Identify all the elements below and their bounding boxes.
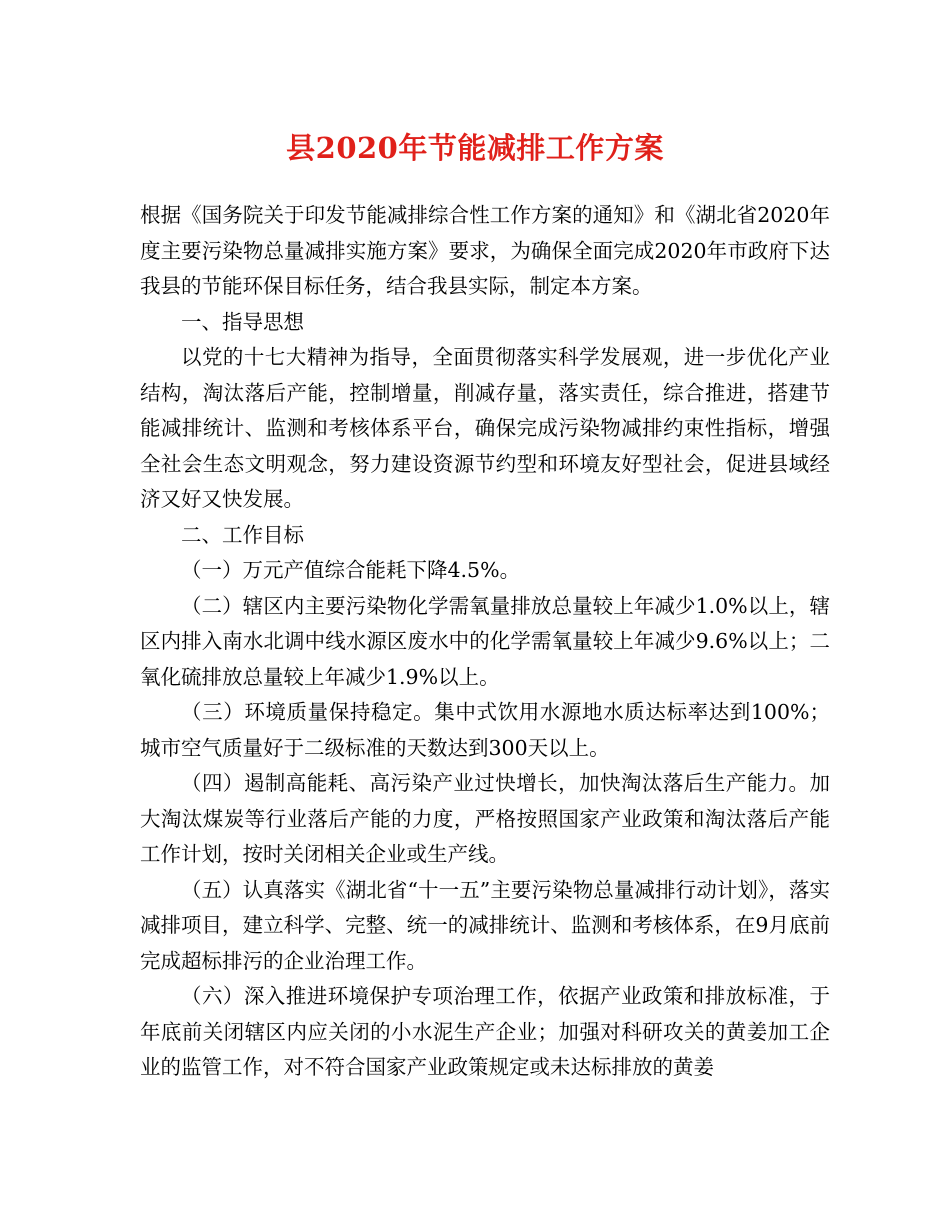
intro-paragraph: 根据《国务院关于印发节能减排综合性工作方案的通知》和《湖北省2020年度主要污染物总量减排实施方案》要求，为确保全面完成2020年市政府下达我县的节能环保目标任务，结合我县实际，制定本方案。	[140, 203, 830, 298]
goal-item: （六）深入推进环境保护专项治理工作，依据产业政策和排放标准，于年底前关闭辖区内应关闭的小水泥生产企业；加强对科研攻关的黄姜加工企业的监管工作，对不符合国家产业政策规定或未达标排放的黄姜	[140, 984, 830, 1079]
section-heading-work-goals: 二、工作目标	[181, 522, 304, 547]
section-heading-guiding-ideology: 一、指导思想	[181, 309, 304, 334]
document-title: 县2020年节能减排工作方案	[286, 131, 664, 165]
goal-item: （三）环境质量保持稳定。集中式饮用水源地水质达标率达到100%；城市空气质量好于二级标准的天数达到300天以上。	[140, 700, 830, 760]
goal-item: （四）遏制高能耗、高污染产业过快增长，加快淘汰落后生产能力。加大淘汰煤炭等行业落后产能的力度，严格按照国家产业政策和淘汰落后产能工作计划，按时关闭相关企业或生产线。	[140, 771, 830, 866]
goal-item: （一）万元产值综合能耗下降4.5%。	[181, 558, 521, 582]
guiding-ideology-paragraph: 以党的十七大精神为指导，全面贯彻落实科学发展观，进一步优化产业结构，淘汰落后产能，控制增量，削减存量，落实责任，综合推进，搭建节能减排统计、监测和考核体系平台，确保完成污染物减排约束性指标，增强全社会生态文明观念，努力建设资源节约型和环境友好型社会，促进县域经济又好又快发展。	[140, 345, 830, 511]
goal-item: （五）认真落实《湖北省“十一五”主要污染物总量减排行动计划》，落实减排项目，建立科学、完整、统一的减排统计、监测和考核体系，在9月底前完成超标排污的企业治理工作。	[140, 877, 830, 973]
goal-item: （二）辖区内主要污染物化学需氧量排放总量较上年减少1.0%以上，辖区内排入南水北调中线水源区废水中的化学需氧量较上年减少9.6%以上；二氧化硫排放总量较上年减少1.9%以上。	[140, 593, 830, 689]
document-body	[140, 198, 830, 1086]
